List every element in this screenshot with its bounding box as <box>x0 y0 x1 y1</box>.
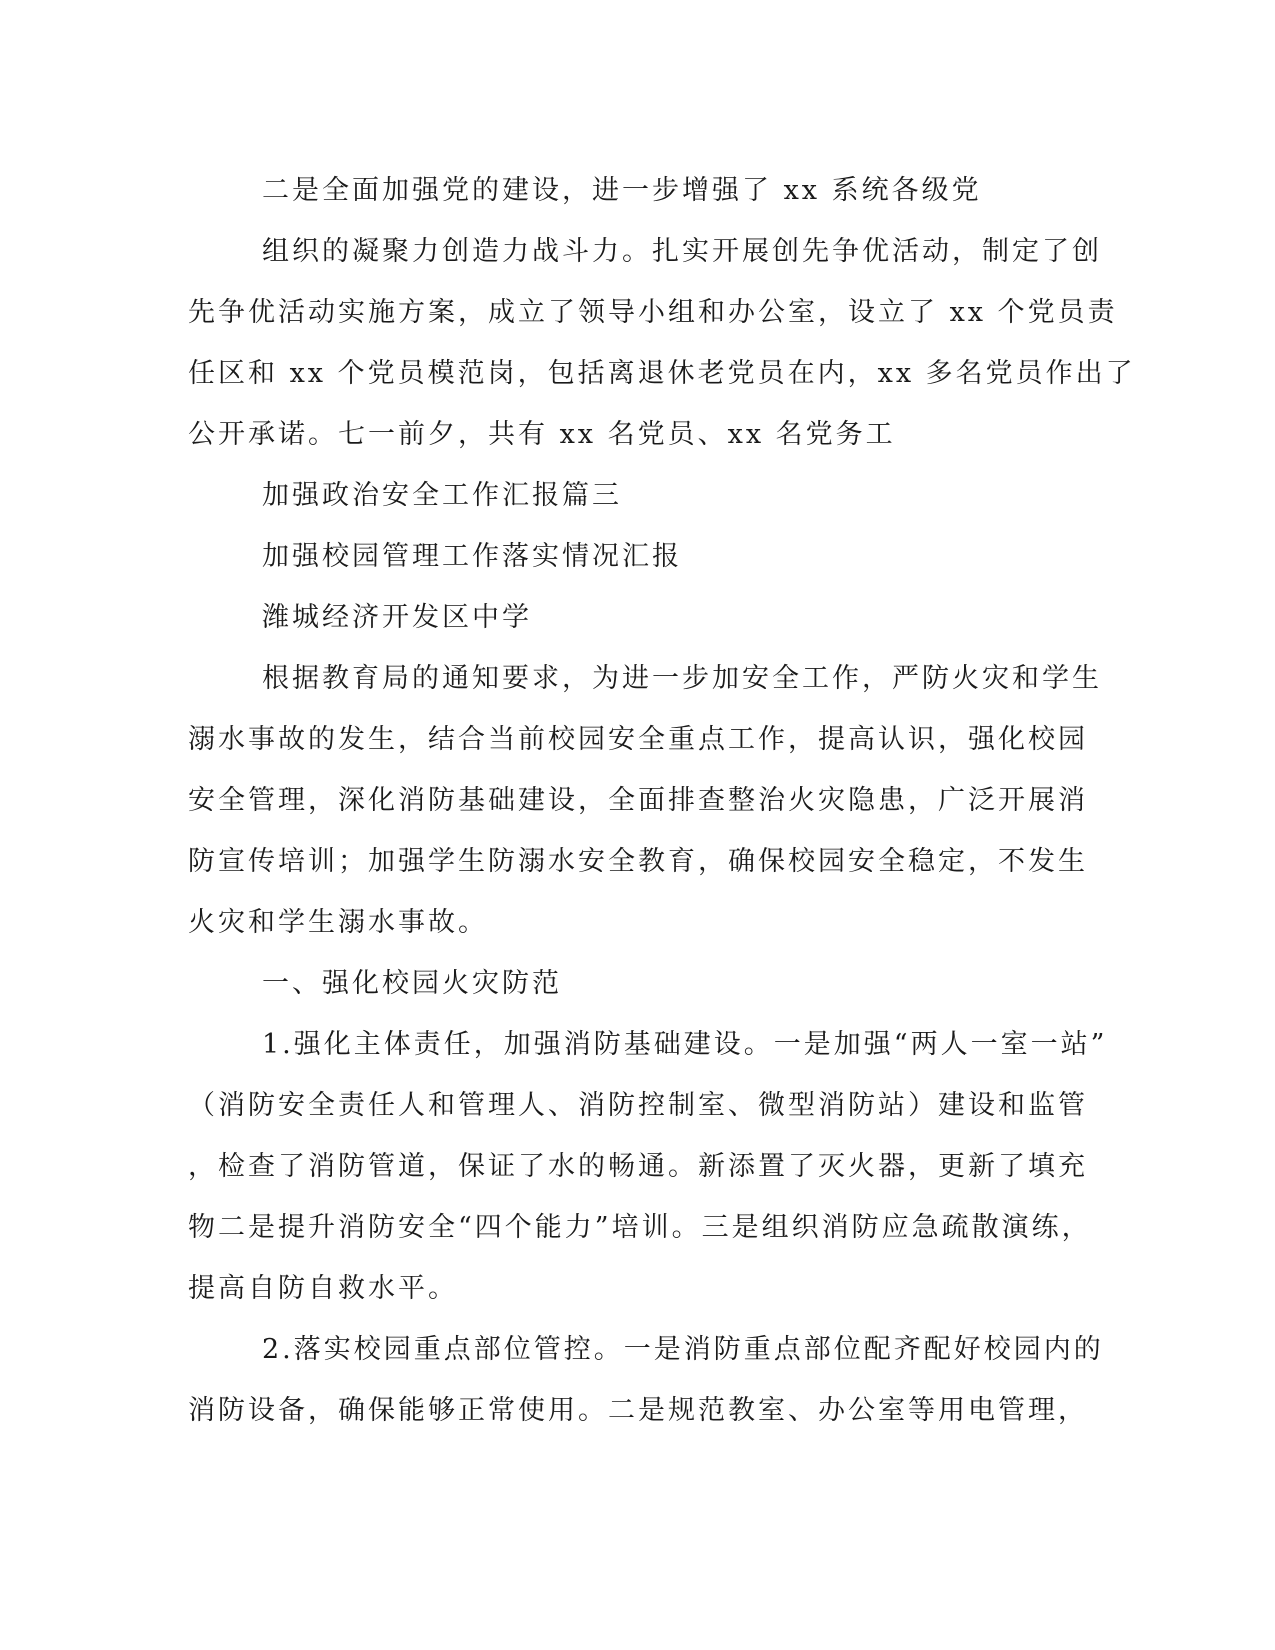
text-line: 提高自防自救水平。 <box>188 1273 458 1304</box>
section-heading: 一、强化校园火灾防范 <box>262 968 562 999</box>
text-line: 安全管理，深化消防基础建设，全面排查整治火灾隐患，广泛开展消 <box>188 785 1088 816</box>
text-line: 2.落实校园重点部位管控。一是消防重点部位配齐配好校园内的 <box>262 1334 1104 1365</box>
report-title: 加强校园管理工作落实情况汇报 <box>262 541 682 572</box>
text-line: 火灾和学生溺水事故。 <box>188 907 488 938</box>
text-line: 组织的凝聚力创造力战斗力。扎实开展创先争优活动，制定了创 <box>262 236 1102 267</box>
text-line: 溺水事故的发生，结合当前校园安全重点工作，提高认识，强化校园 <box>188 724 1088 755</box>
text-line: 公开承诺。七一前夕，共有 xx 名党员、xx 名党务工 <box>188 419 896 450</box>
text-line: 二是全面加强党的建设，进一步增强了 xx 系统各级党 <box>262 175 982 206</box>
school-name: 潍城经济开发区中学 <box>262 602 532 633</box>
text-line: 先争优活动实施方案，成立了领导小组和办公室，设立了 xx 个党员责 <box>188 297 1118 328</box>
text-line: 物二是提升消防安全“四个能力”培训。三是组织消防应急疏散演练， <box>188 1212 1092 1243</box>
text-line: ，检查了消防管道，保证了水的畅通。新添置了灭火器，更新了填充 <box>188 1151 1088 1182</box>
section-heading: 加强政治安全工作汇报篇三 <box>262 480 622 511</box>
text-line: （消防安全责任人和管理人、消防控制室、微型消防站）建设和监管 <box>188 1090 1088 1121</box>
text-line: 1.强化主体责任，加强消防基础建设。一是加强“两人一室一站” <box>262 1029 1108 1060</box>
document-body <box>188 160 1136 1441</box>
text-line: 防宣传培训；加强学生防溺水安全教育，确保校园安全稳定，不发生 <box>188 846 1088 877</box>
text-line: 根据教育局的通知要求，为进一步加安全工作，严防火灾和学生 <box>262 663 1102 694</box>
text-line: 任区和 xx 个党员模范岗，包括离退休老党员在内，xx 多名党员作出了 <box>188 358 1136 389</box>
text-line: 消防设备，确保能够正常使用。二是规范教室、办公室等用电管理， <box>188 1395 1088 1426</box>
